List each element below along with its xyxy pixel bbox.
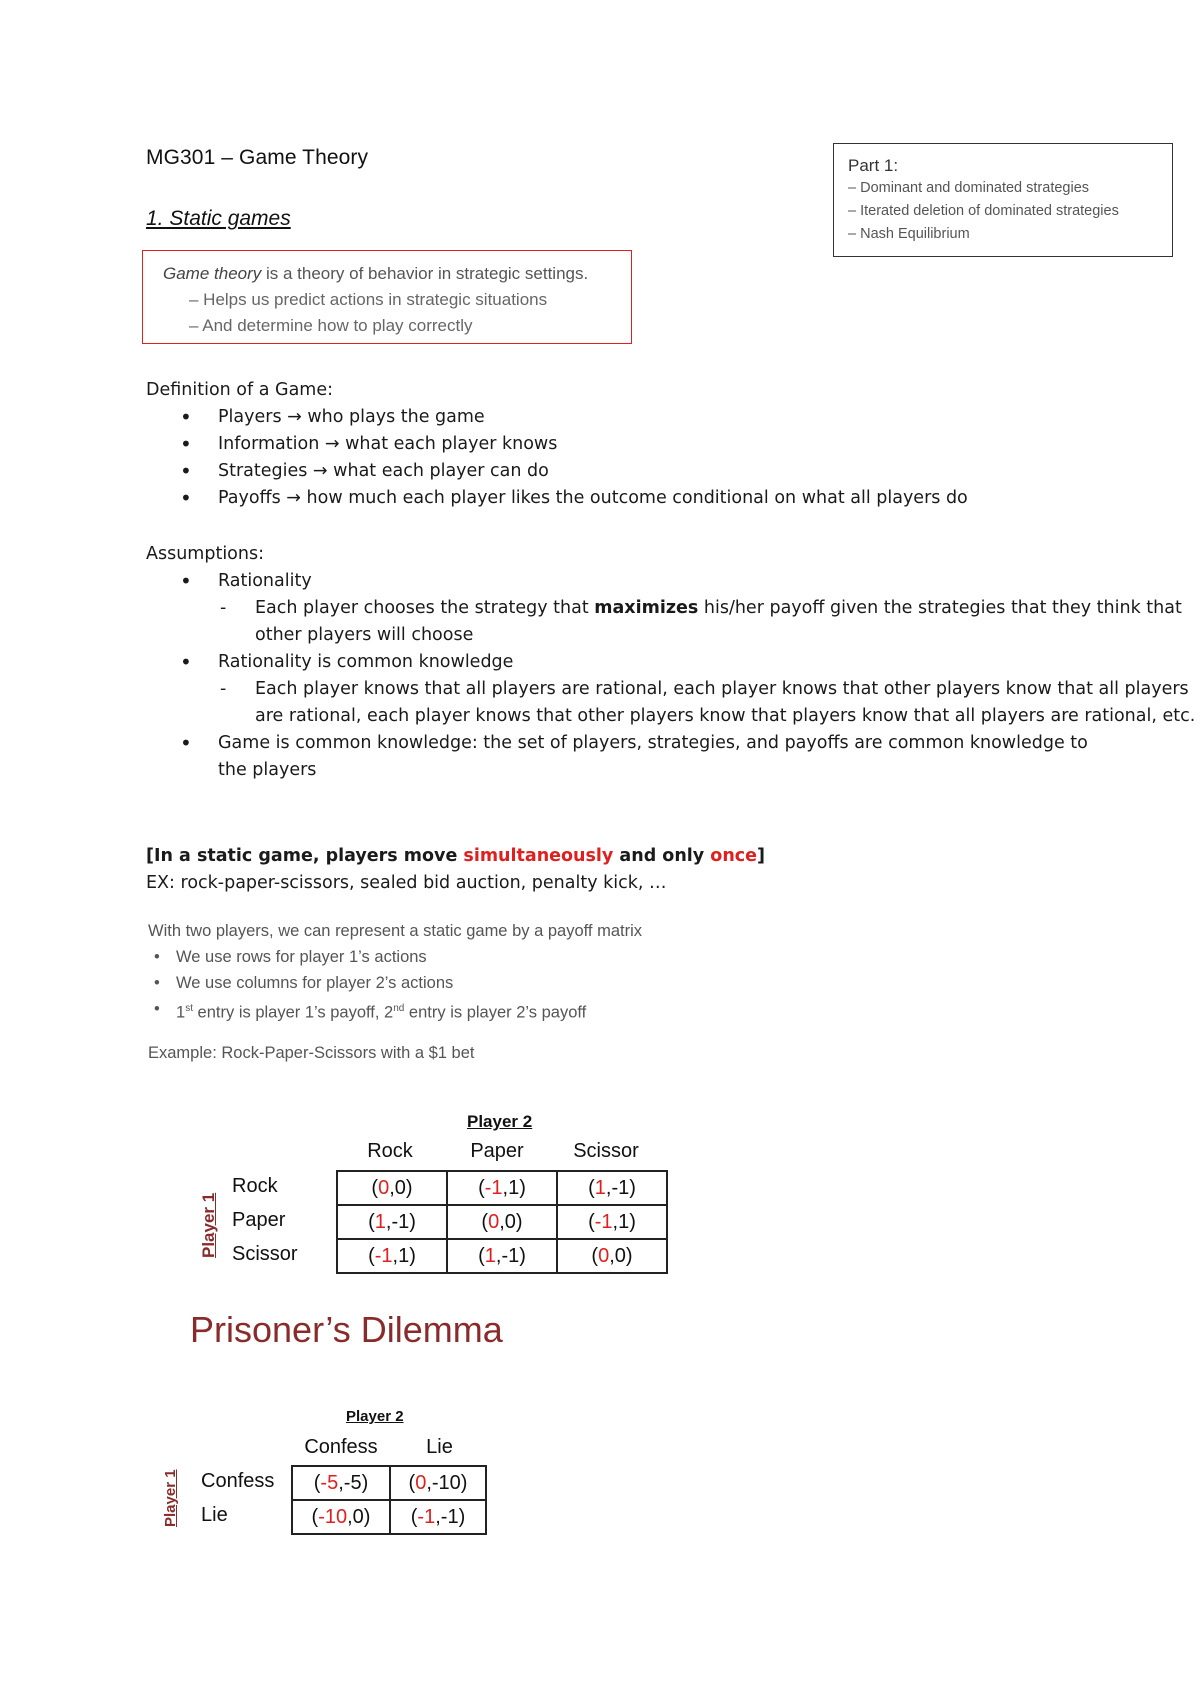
box-item: – Helps us predict actions in strategic situations [189, 290, 548, 309]
payoff-cell: (0,-10) [390, 1466, 486, 1500]
payoff-cell: (0,0) [447, 1205, 557, 1239]
rps-player2-label: Player 2 [467, 1112, 533, 1131]
box-item: – And determine how to play correctly [189, 316, 473, 335]
payoff-cell: (1,-1) [447, 1239, 557, 1273]
matrix-example: Example: Rock-Paper-Scissors with a $1 bet [148, 1043, 475, 1062]
rps-col-header: Paper [470, 1140, 524, 1162]
rps-col-header: Rock [367, 1140, 413, 1162]
pd-row-header: Lie [201, 1504, 228, 1526]
definition-item: • Strategies → what each player can do [146, 458, 968, 485]
part-heading: Part 1: [848, 156, 899, 175]
part-item: – Iterated deletion of dominated strategies [848, 203, 1119, 219]
matrix-intro [148, 918, 708, 1066]
rps-row-header: Paper [232, 1209, 286, 1231]
payoff-cell: (0,0) [557, 1239, 667, 1273]
assumption-detail: - Each player chooses the strategy that maximizes his/her payoff given the strategies that they think that other players will choose [146, 595, 1200, 649]
payoff-cell: (-1,1) [447, 1171, 557, 1205]
payoff-cell: (1,-1) [337, 1205, 447, 1239]
payoff-cell: (0,0) [337, 1171, 447, 1205]
term: Game theory [163, 264, 262, 283]
part-item: – Dominant and dominated strategies [848, 180, 1090, 196]
payoff-cell: (-10,0) [292, 1500, 390, 1534]
payoff-cell: (-1,-1) [390, 1500, 486, 1534]
static-note: [In a static game, players move simultaneously and only once] [146, 846, 766, 866]
assumption-item: • Rationality [146, 568, 1200, 595]
rps-row-header: Scissor [232, 1243, 298, 1265]
part-box [833, 143, 1173, 257]
matrix-intro-item: • 1st entry is player 1’s payoff, 2nd entry is player 2’s payoff [148, 996, 708, 1026]
matrix-intro-line: With two players, we can represent a static game by a payoff matrix [148, 922, 642, 940]
rps-col-header: Scissor [573, 1140, 639, 1162]
section-heading: 1. Static games [146, 207, 291, 230]
assumption-detail: - Each player knows that all players are rational, each player knows that other players know that all players are rational, each player knows that other players know that players know that all players are rational, etc. [146, 676, 1200, 730]
assumption-item: • Game is common knowledge: the set of players, strategies, and payoffs are common knowledge to the players [146, 730, 1118, 784]
definition-heading: Definition of a Game: [146, 380, 334, 400]
assumption-item: • Rationality is common knowledge [146, 649, 1200, 676]
assumptions-section [146, 541, 1200, 784]
pd-player2-label: Player 2 [346, 1408, 404, 1425]
rps-matrix [336, 1170, 668, 1274]
pd-player1-label: Player 1 [162, 1469, 179, 1527]
payoff-cell: (1,-1) [557, 1171, 667, 1205]
pd-title: Prisoner’s Dilemma [190, 1309, 503, 1350]
payoff-cell: (-1,1) [557, 1205, 667, 1239]
pd-col-header: Lie [426, 1436, 453, 1458]
part-item: – Nash Equilibrium [848, 226, 970, 242]
pd-row-header: Confess [201, 1470, 275, 1492]
assumptions-heading: Assumptions: [146, 544, 264, 564]
payoff-cell: (-1,1) [337, 1239, 447, 1273]
definition-box [142, 250, 632, 344]
rps-player1-label: Player 1 [199, 1192, 218, 1258]
rps-row-header: Rock [232, 1175, 278, 1197]
definition-section [146, 377, 968, 512]
payoff-cell: (-5,-5) [292, 1466, 390, 1500]
definition-item: • Players → who plays the game [146, 404, 968, 431]
definition-item: • Payoffs → how much each player likes the outcome conditional on what all players do [146, 485, 968, 512]
example-line: EX: rock-paper-scissors, sealed bid auction, penalty kick, … [146, 873, 667, 893]
matrix-intro-item: • We use columns for player 2’s actions [148, 970, 708, 996]
pd-col-header: Confess [304, 1436, 378, 1458]
matrix-intro-item: • We use rows for player 1’s actions [148, 944, 708, 970]
pd-matrix [291, 1465, 487, 1535]
definition-item: • Information → what each player knows [146, 431, 968, 458]
page-title: MG301 – Game Theory [146, 146, 369, 169]
term-definition: is a theory of behavior in strategic settings. [261, 264, 589, 283]
